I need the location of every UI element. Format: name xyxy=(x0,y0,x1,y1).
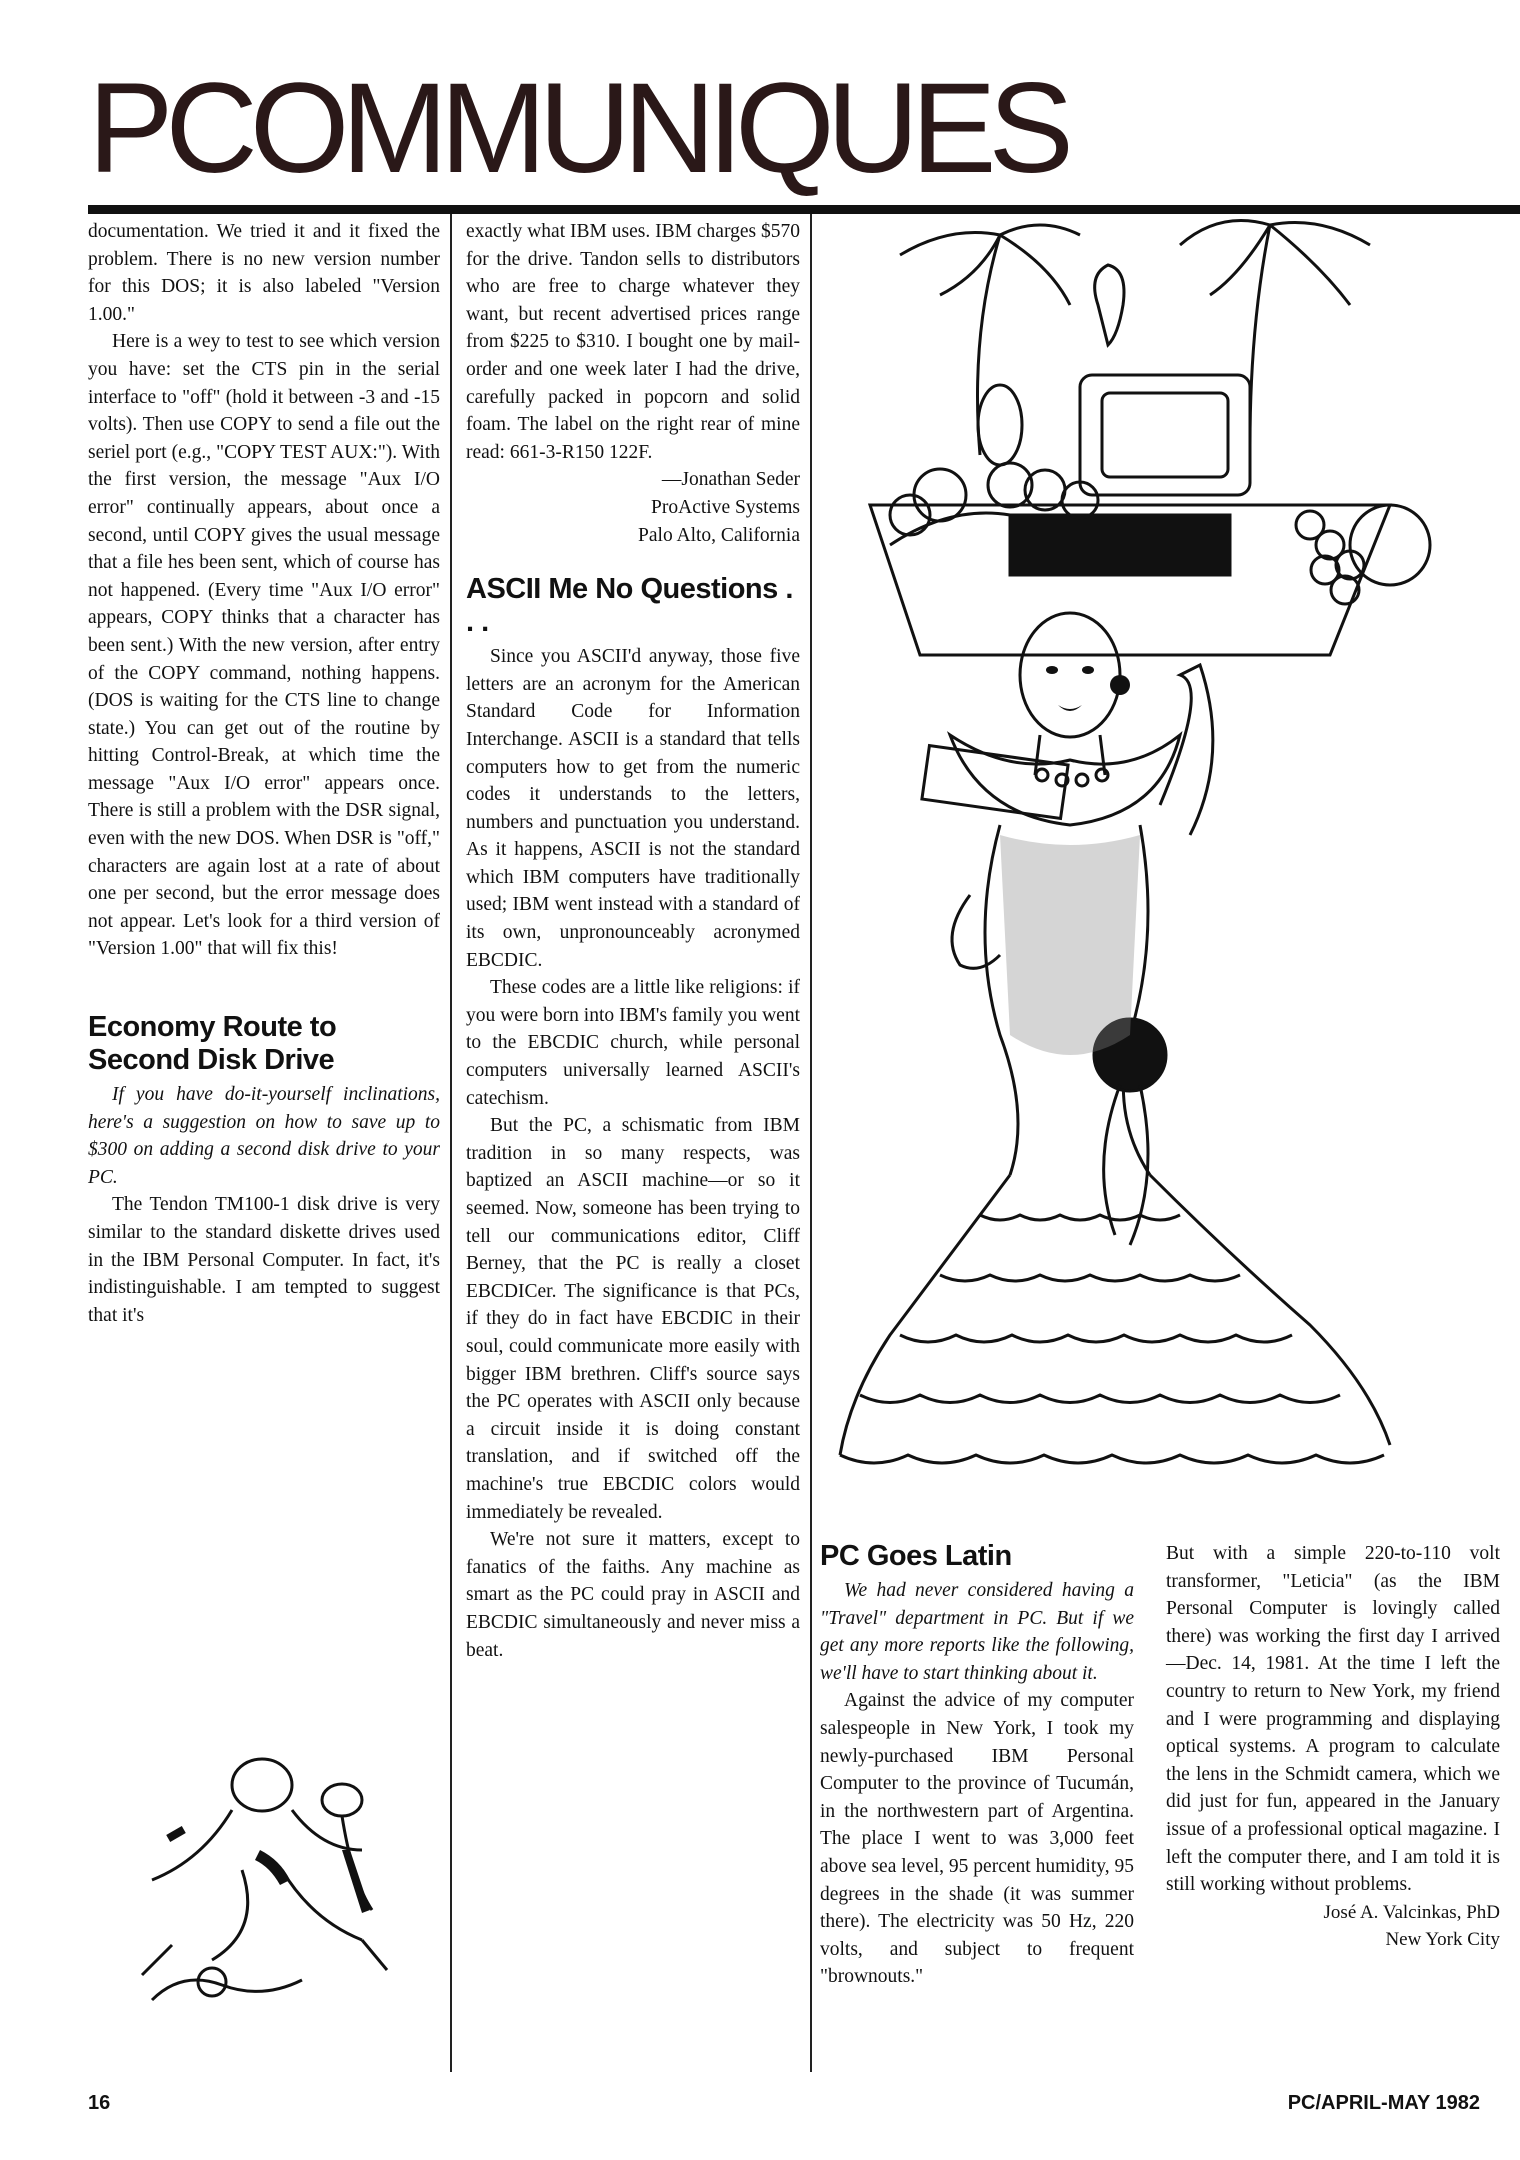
paragraph: Here is a wey to test to see which version you have: set the CTS pin in the serial interface to "off" (hold it between -3 and -15 volts). Then use COPY to send a file out the seriel port (e.g., "COPY TEST AUX:"). With the first version, the message "Aux I/O error" continually appears, about once a second, until COPY gives the usual message that a file hes been sent, which of course has not happened. (Every time "Aux I/O error" appears, COPY thinks that a character has been sent.) With the new version, after entry of the COPY command, nothing happens. (DOS is waiting for the CTS line to change state.) You can get out of the routine by hitting Control-Break, at which time the message "Aux I/O error" appears once. There is still a problem with the DSR signal, even with the new DOS. When DSR is "off," characters are again lost at a rate of about one per second, but the error message does not appear. Let's look for a third version of "Version 1.00" that will fix this! xyxy=(88,331,440,960)
page-number: 16 xyxy=(88,2092,111,2114)
column-divider-1 xyxy=(450,214,452,2072)
signature-name: José A. Valcinkas, PhD xyxy=(1323,1901,1500,1923)
paragraph: The Tendon TM100-1 disk drive is very similar to the standard diskette drives used in the IBM Personal Computer. In fact, it's indistinguishable. I am tempted to suggest that it's xyxy=(88,1194,440,1326)
paragraph-intro: If you have do-it-yourself inclinations, here's a suggestion on how to save up to $300 on adding a second disk drive to your PC. xyxy=(88,1084,440,1188)
signature-location: Palo Alto, California xyxy=(638,524,800,546)
issue-footer: PC/APRIL-MAY 1982 xyxy=(1287,2092,1480,2114)
signature-name: —Jonathan Seder xyxy=(661,469,800,491)
column-4 xyxy=(1166,1540,1500,1954)
paragraph: Against the advice of my computer salespeople in New York, I took my newly-purchased IBM Personal Computer to the province of Tucumán, in the northwestern part of Argentina. The place I went to was 3,000 feet above sea level, 95 percent humidity, 95 degrees in the shade (it was summer there). The electricity was 50 Hz, 220 volts, and subject to frequent "brownouts." xyxy=(820,1690,1134,1988)
masthead-title: PCOMMUNIQUES xyxy=(88,57,1066,200)
masthead-rule xyxy=(88,205,1520,214)
paragraph: But the PC, a schismatic from IBM tradition in so many respects, was baptized an ASCII machine—or so it seemed. Now, someone has been trying to tell our communications editor, Cliff Berney, that the PC is really a closet EBCDICer. The significance is that PCs, if they do in fact have EBCDIC in their soul, could communicate more easily with bigger IBM brethren. Cliff's source says the PC operates with ASCII only because a circuit inside it is doing constant translation, and if switched off the machine's true EBCDIC colors would immediately be revealed. xyxy=(466,1115,800,1523)
signature-location: New York City xyxy=(1385,1929,1500,1951)
section-heading: Economy Route to Second Disk Drive xyxy=(88,1011,337,1077)
paragraph: But with a simple 220-to-110 volt transformer, "Leticia" (as the IBM Personal Computer is lovingly called there) was working the first day I arrived—Dec. 14, 1981. At the time I left the country to return to New York, my friend and I were programming and displaying optical systems. A program to calculate the lens in the Schmidt camera, which we did just for fun, appeared in the January issue of a professional optical magazine. I left the computer there, and I am told it is still working without problems. xyxy=(1166,1543,1500,1896)
carmen-miranda-computer-illustration xyxy=(830,215,1510,1515)
paragraph-intro: We had never considered having a "Travel" department in PC. But if we get any more reports like the following, we'll have to start thinking about it. xyxy=(820,1580,1134,1684)
column-2 xyxy=(466,218,800,1664)
football-players-illustration xyxy=(112,1730,432,2010)
column-3 xyxy=(820,1540,1134,1991)
paragraph: documentation. We tried it and it fixed the problem. There is no new version number for this DOS; it is also labeled "Version 1.00." xyxy=(88,221,440,325)
paragraph: These codes are a little like religions: if you were born into IBM's family you went to the EBCDIC church, while personal computers universally learned ASCII's catechism. xyxy=(466,977,800,1109)
paragraph: exactly what IBM uses. IBM charges $570 for the drive. Tandon sells to distributors who are free to charge whatever they want, but recent advertised prices range from $225 to $310. I bought one by mail-order and one week later I had the drive, carefully packed in popcorn and solid foam. The label on the right rear of mine read: 661-3-R150 122F. xyxy=(466,221,800,463)
section-heading: PC Goes Latin xyxy=(820,1540,1012,1572)
signature-company: ProActive Systems xyxy=(651,496,800,518)
section-heading: ASCII Me No Questions . . . xyxy=(466,573,793,639)
paragraph: We're not sure it matters, except to fanatics of the faiths. Any machine as smart as the PC could pray in ASCII and EBCDIC simultaneously and never miss a beat. xyxy=(466,1529,800,1661)
column-1 xyxy=(88,218,440,1329)
column-divider-2 xyxy=(810,214,812,2072)
paragraph: Since you ASCII'd anyway, those five letters are an acronym for the American Standard Code for Information Interchange. ASCII is a standard that tells computers how to get from the numeric codes it understands to the letters, numbers and punctuation you understand. As it happens, ASCII is not the standard which IBM computers have traditionally used; IBM went instead with a standard of its own, unpronounceably acronymed EBCDIC. xyxy=(466,646,800,971)
